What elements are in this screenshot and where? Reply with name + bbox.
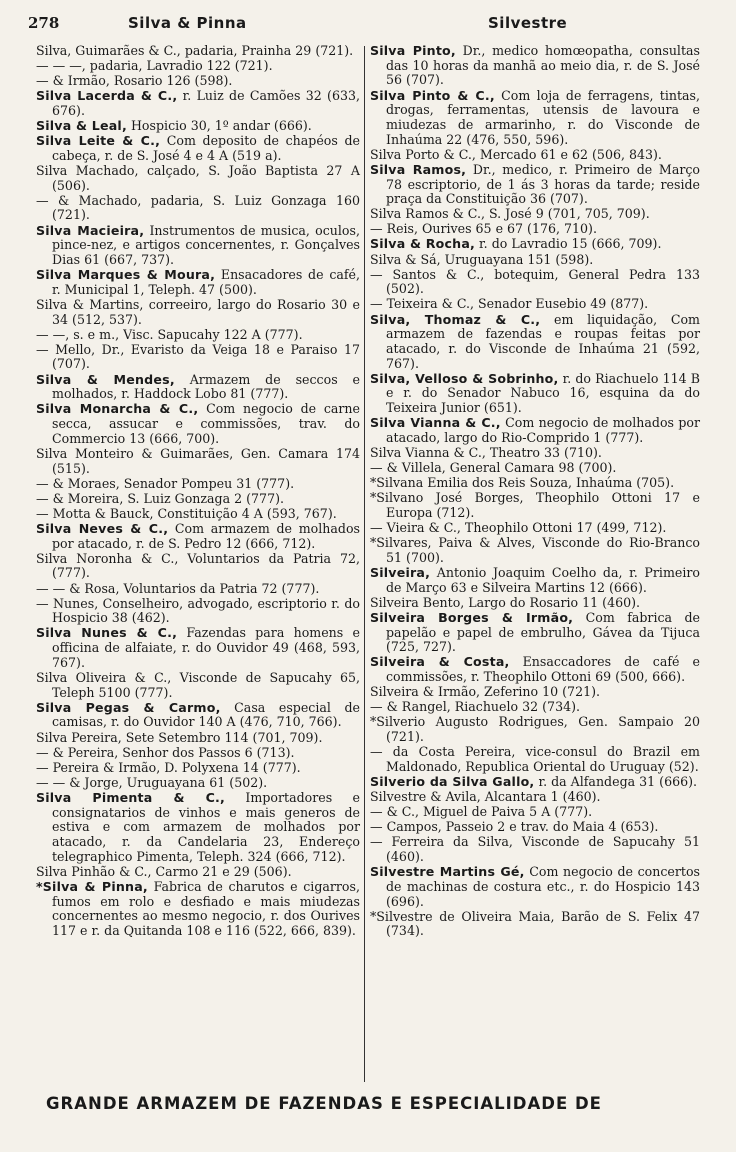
entry-firm-name: Silva & Leal, bbox=[36, 118, 127, 134]
entry-text: — & Moraes, Senador Pompeu 31 (777). bbox=[36, 475, 295, 491]
directory-entry bbox=[370, 476, 700, 491]
entry-text: Silva Machado, calçado, S. João Baptista 27 A (506). bbox=[36, 162, 360, 193]
entry-text: Silva Ramos & C., S. José 9 (701, 705, 709). bbox=[370, 206, 650, 222]
directory-entry bbox=[370, 685, 700, 700]
entry-text: Com negocio de concertos de machinas de costura etc., r. do Hospicio 143 (696). bbox=[386, 864, 700, 909]
directory-entry bbox=[36, 89, 360, 118]
entry-text: Silva Pereira, Sete Setembro 114 (701, 709). bbox=[36, 729, 323, 745]
entry-text: Instrumentos de musica, oculos, pince-nez, e artigos concernentes, r. Gonçalves Dias 61 (667, 737). bbox=[52, 222, 360, 267]
directory-entry bbox=[370, 44, 700, 88]
directory-entry bbox=[370, 313, 700, 372]
directory-entry bbox=[36, 74, 360, 89]
entry-text: Fabrica de charutos e cigarros, fumos em rolo e desfiado e mais miudezas concernentes ao mesmo negocio, r. dos Ourives 117 e r. da Quitanda 108 e 116 (522, 666, 839). bbox=[52, 878, 360, 938]
directory-entry bbox=[370, 865, 700, 909]
entry-text: — & Irmão, Rosario 126 (598). bbox=[36, 73, 233, 89]
entry-text: *Silvares, Paiva & Alves, Visconde do Rio-Branco 51 (700). bbox=[370, 535, 700, 565]
entry-firm-name: Silveira, bbox=[370, 565, 431, 581]
directory-entry bbox=[370, 745, 700, 774]
entry-firm-name: Silvestre Martins Gé, bbox=[370, 864, 525, 880]
directory-entry bbox=[370, 790, 700, 805]
directory-entry bbox=[36, 119, 360, 134]
entry-firm-name: Silva Nunes & C., bbox=[36, 625, 178, 641]
entry-text: Silvestre & Avila, Alcantara 1 (460). bbox=[370, 789, 601, 805]
directory-entry bbox=[370, 163, 700, 207]
entry-text: Silva, Guimarães & C., padaria, Prainha 29 (721). bbox=[36, 43, 354, 58]
entry-text: r. do Riachuelo 114 B e r. do Senador Nabuco 16, esquina da do Teixeira Junior (651). bbox=[386, 370, 700, 416]
entry-text: — & Villela, General Camara 98 (700). bbox=[370, 460, 617, 476]
entry-text: Com deposito de chapéos de cabeça, r. de S. José 4 e 4 A (519 a). bbox=[52, 133, 360, 163]
page-number: 278 bbox=[28, 14, 60, 32]
entry-text: — Ferreira da Silva, Visconde de Sapucahy 51 (460). bbox=[370, 834, 700, 865]
entry-firm-name: Silva Pinto, bbox=[370, 43, 456, 58]
entry-text: — Santos & C., botequim, General Pedra 133 (502). bbox=[370, 266, 700, 297]
right-running-head: Silvestre bbox=[488, 14, 568, 32]
entry-firm-name: Silva Neves & C., bbox=[36, 520, 169, 536]
entry-text: — Motta & Bauck, Constituição 4 A (593, 767). bbox=[36, 505, 337, 521]
entry-text: — Reis, Ourives 65 e 67 (176, 710). bbox=[370, 221, 597, 237]
directory-entry bbox=[370, 700, 700, 715]
directory-entry bbox=[370, 910, 700, 939]
entry-text: Com negocio de carne secca, assucar e commissões, trav. do Commercio 13 (666, 700). bbox=[52, 401, 360, 446]
entry-firm-name: Silva Monarcha & C., bbox=[36, 401, 199, 417]
directory-entry bbox=[36, 880, 360, 939]
entry-firm-name: Silva Pegas & Carmo, bbox=[36, 699, 221, 715]
entry-firm-name: Silva, Velloso & Sobrinho, bbox=[370, 370, 559, 386]
entry-text: Dr., medico, r. Primeiro de Março 78 escriptorio, de 1 ás 3 horas da tarde; reside praça da Constituição 36 (707). bbox=[386, 161, 700, 207]
directory-entry bbox=[36, 761, 360, 776]
directory-entry bbox=[36, 522, 360, 551]
directory-entry bbox=[36, 597, 360, 626]
entry-text: Antonio Joaquim Coelho da, r. Primeiro de Março 63 e Silveira Martins 12 (666). bbox=[386, 565, 700, 595]
directory-entry bbox=[370, 372, 700, 416]
directory-entry bbox=[370, 268, 700, 297]
entry-text: r. do Lavradio 15 (666, 709). bbox=[479, 236, 662, 252]
entry-text: *Silverio Augusto Rodrigues, Gen. Sampaio 20 (721). bbox=[370, 714, 700, 745]
entry-text: Ensacadores de café, r. Municipal 1, Teleph. 47 (500). bbox=[52, 267, 360, 297]
directory-entry bbox=[36, 507, 360, 522]
entry-text: r. da Alfandega 31 (666). bbox=[538, 774, 698, 789]
entry-text: Fazendas para homens e officina de alfaiate, r. do Ouvidor 49 (468, 593, 767). bbox=[52, 625, 360, 670]
entry-firm-name: Silva Pinto & C., bbox=[370, 87, 495, 103]
entry-text: — Campos, Passeio 2 e trav. do Maia 4 (653). bbox=[370, 819, 659, 835]
directory-entry bbox=[370, 461, 700, 476]
left-running-head: Silva & Pinna bbox=[128, 14, 247, 32]
entry-firm-name: *Silva & Pinna, bbox=[36, 878, 148, 894]
directory-entry bbox=[36, 343, 360, 372]
directory-entry bbox=[36, 224, 360, 268]
directory-entry bbox=[370, 715, 700, 744]
directory-entry bbox=[370, 835, 700, 864]
directory-entry bbox=[36, 865, 360, 880]
entry-text: *Silvana Emilia dos Reis Souza, Inhaúma (705). bbox=[370, 475, 675, 491]
directory-entry bbox=[370, 237, 700, 252]
entry-text: — & Moreira, S. Luiz Gonzaga 2 (777). bbox=[36, 490, 285, 506]
directory-entry bbox=[36, 746, 360, 761]
footer-banner: GRANDE ARMAZEM DE FAZENDAS E ESPECIALIDADE DE bbox=[46, 1094, 602, 1113]
directory-entry bbox=[370, 148, 700, 163]
directory-entry bbox=[36, 298, 360, 327]
directory-entry bbox=[370, 521, 700, 536]
directory-entry bbox=[370, 596, 700, 611]
directory-entry bbox=[36, 268, 360, 297]
directory-entry bbox=[370, 805, 700, 820]
entry-text: Silva Monteiro & Guimarães, Gen. Camara 174 (515). bbox=[36, 445, 360, 476]
directory-entry bbox=[370, 536, 700, 565]
directory-entry bbox=[370, 416, 700, 445]
directory-entry bbox=[36, 582, 360, 597]
directory-entry bbox=[36, 671, 360, 700]
directory-entry bbox=[36, 44, 360, 59]
entry-text: Importadores e consignatarios de vinhos e mais generos de estiva e com armazem de molhados por atacado, r. da Candelaria 23, Endereço telegraphico Pimenta, Teleph. 324 (666, 712). bbox=[52, 789, 360, 864]
entry-text: — — & Jorge, Uruguayana 61 (502). bbox=[36, 774, 268, 790]
entry-text: Com negocio de molhados por atacado, largo do Rio-Comprido 1 (777). bbox=[386, 415, 700, 445]
entry-firm-name: Silveira & Costa, bbox=[370, 654, 510, 670]
entry-text: Com loja de ferragens, tintas, drogas, ferramentas, utensis de lavoura e miudezas de armarinho, r. do Visconde de Inhaúma 22 (476, 550, 596). bbox=[386, 87, 700, 147]
running-header bbox=[28, 14, 718, 40]
directory-entry bbox=[370, 89, 700, 148]
directory-entry bbox=[36, 626, 360, 670]
entry-firm-name: Silva Lacerda & C., bbox=[36, 88, 178, 104]
entry-firm-name: Silva & Rocha, bbox=[370, 236, 476, 252]
entry-text: — & Rangel, Riachuelo 32 (734). bbox=[370, 699, 581, 715]
directory-entry bbox=[370, 566, 700, 595]
entry-firm-name: Silverio da Silva Gallo, bbox=[370, 774, 535, 789]
entry-firm-name: Silva Vianna & C., bbox=[370, 415, 501, 431]
entry-text: Com fabrica de papelão e papel de embrulho, Gávea da Tijuca (725, 727). bbox=[386, 609, 700, 655]
entry-text: — & C., Miguel de Paiva 5 A (777). bbox=[370, 804, 593, 820]
entry-text: Silva Pinhão & C., Carmo 21 e 29 (506). bbox=[36, 863, 292, 879]
entry-firm-name: Silva Ramos, bbox=[370, 161, 467, 177]
directory-entry bbox=[36, 701, 360, 730]
entry-firm-name: Silva, Thomaz & C., bbox=[370, 311, 541, 327]
entry-text: Hospicio 30, 1º andar (666). bbox=[130, 118, 312, 134]
directory-entry bbox=[36, 731, 360, 746]
directory-entry bbox=[36, 59, 360, 74]
directory-entry bbox=[370, 222, 700, 237]
directory-entry bbox=[370, 297, 700, 312]
entry-text: Com armazem de molhados por atacado, r. de S. Pedro 12 (666, 712). bbox=[52, 520, 360, 551]
right-column bbox=[370, 44, 700, 939]
entry-text: — Teixeira & C., Senador Eusebio 49 (877). bbox=[370, 296, 649, 312]
column-divider bbox=[364, 46, 365, 1082]
entry-text: — da Costa Pereira, vice-consul do Brazil em Maldonado, Republica Oriental do Uruguay (52). bbox=[370, 744, 700, 774]
entry-text: em liquidação, Com armazem de fazendas e roupas feitas por atacado, r. do Visconde de Inhaúma 21 (592, 767). bbox=[386, 311, 700, 371]
entry-text: Silva Oliveira & C., Visconde de Sapucahy 65, Teleph 5100 (777). bbox=[36, 669, 360, 700]
entry-text: Casa especial de camisas, r. do Ouvidor 140 A (476, 710, 766). bbox=[52, 699, 361, 730]
entry-text: Silva Porto & C., Mercado 61 e 62 (506, 843). bbox=[370, 146, 662, 162]
directory-entry bbox=[36, 552, 360, 581]
directory-entry bbox=[36, 134, 360, 163]
directory-entry bbox=[36, 164, 360, 193]
entry-text: *Silvestre de Oliveira Maia, Barão de S. Felix 47 (734). bbox=[370, 908, 700, 939]
directory-entry bbox=[370, 491, 700, 520]
entry-text: Silva & Sá, Uruguayana 151 (598). bbox=[370, 251, 594, 267]
directory-entry bbox=[370, 775, 700, 790]
directory-entry bbox=[370, 253, 700, 268]
directory-entry bbox=[370, 207, 700, 222]
entry-text: — & Pereira, Senhor dos Passos 6 (713). bbox=[36, 744, 295, 760]
entry-text: Silva & Martins, correeiro, largo do Rosario 30 e 34 (512, 537). bbox=[36, 296, 360, 327]
directory-entry bbox=[370, 820, 700, 835]
entry-text: — & Machado, padaria, S. Luiz Gonzaga 160 (721). bbox=[36, 192, 360, 223]
entry-firm-name: Silva & Mendes, bbox=[36, 371, 175, 387]
entry-text: — — —, padaria, Lavradio 122 (721). bbox=[36, 58, 273, 74]
directory-entry bbox=[36, 791, 360, 865]
directory-entry bbox=[36, 328, 360, 343]
directory-entry bbox=[36, 492, 360, 507]
directory-entry bbox=[370, 446, 700, 461]
entry-firm-name: Silva Leite & C., bbox=[36, 133, 161, 149]
directory-entry bbox=[36, 477, 360, 492]
directory-entry bbox=[370, 655, 700, 684]
entry-text: *Silvano José Borges, Theophilo Ottoni 17 e Europa (712). bbox=[370, 490, 700, 521]
entry-text: — —, s. e m., Visc. Sapucahy 122 A (777). bbox=[36, 326, 303, 342]
entry-text: Silva Vianna & C., Theatro 33 (710). bbox=[370, 445, 602, 461]
entry-text: Armazem de seccos e molhados, r. Haddock Lobo 81 (777). bbox=[52, 371, 360, 402]
entry-text: — Nunes, Conselheiro, advogado, escriptorio r. do Hospicio 38 (462). bbox=[36, 595, 360, 626]
entry-firm-name: Silva Pimenta & C., bbox=[36, 789, 226, 805]
entry-text: — Pereira & Irmão, D. Polyxena 14 (777). bbox=[36, 759, 301, 775]
entry-text: Silva Noronha & C., Voluntarios da Patria 72, (777). bbox=[36, 550, 360, 581]
entry-firm-name: Silveira Borges & Irmão, bbox=[370, 609, 574, 625]
entry-text: Silveira & Irmão, Zeferino 10 (721). bbox=[370, 684, 601, 700]
entry-text: Ensaccadores de café e commissões, r. Theophilo Ottoni 69 (500, 666). bbox=[386, 654, 700, 685]
directory-entry bbox=[36, 402, 360, 446]
entry-text: — — & Rosa, Voluntarios da Patria 72 (777). bbox=[36, 580, 320, 596]
directory-entry bbox=[36, 373, 360, 402]
directory-entry bbox=[36, 776, 360, 791]
directory-entry bbox=[370, 611, 700, 655]
entry-text: Dr., medico homœopatha, consultas das 10 horas da manhã ao meio dia, r. de S. José 56 (707). bbox=[386, 43, 700, 88]
entry-text: Silveira Bento, Largo do Rosario 11 (460). bbox=[370, 594, 641, 610]
entry-text: — Vieira & C., Theophilo Ottoni 17 (499, 712). bbox=[370, 520, 667, 536]
left-column bbox=[36, 44, 360, 939]
directory-entry bbox=[36, 194, 360, 223]
entry-text: r. Luiz de Camões 32 (633, 676). bbox=[52, 88, 360, 118]
entry-text: — Mello, Dr., Evaristo da Veiga 18 e Paraiso 17 (707). bbox=[36, 341, 360, 372]
directory-entry bbox=[36, 447, 360, 476]
entry-firm-name: Silva Macieira, bbox=[36, 222, 145, 238]
entry-firm-name: Silva Marques & Moura, bbox=[36, 267, 216, 283]
